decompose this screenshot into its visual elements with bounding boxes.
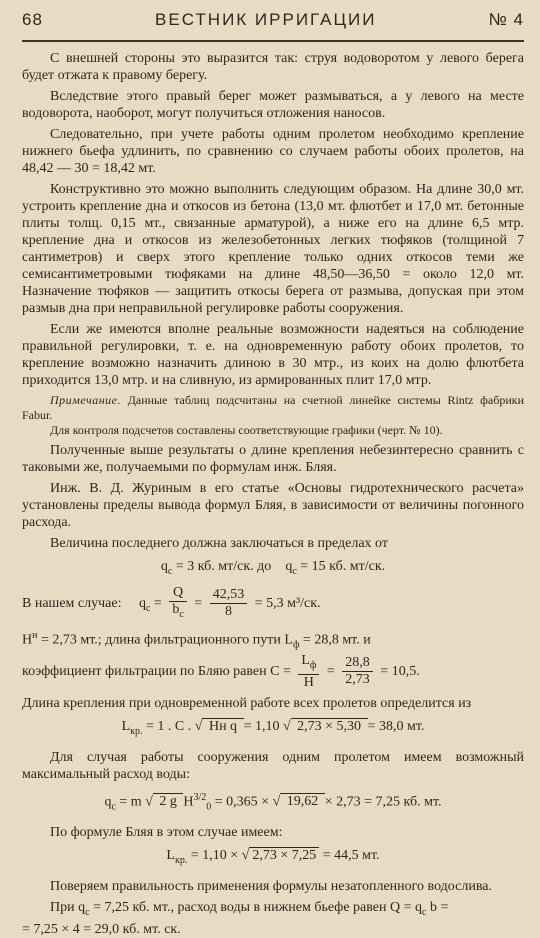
header-rule — [22, 40, 524, 42]
sub-c-4: c — [179, 608, 184, 620]
sqrt-sign-4: √ — [272, 794, 281, 810]
sub-phi: ф — [292, 639, 300, 651]
frac-den-b — [169, 602, 186, 623]
paragraph-2: Вследствие этого правый берег может размываться, а у левого на месте водоворота, наоборот, могут получиться отложения наносов. — [22, 89, 524, 121]
formula-length-all — [22, 718, 524, 741]
sqrt-sign-1: √ — [194, 718, 203, 734]
fraction-values — [210, 587, 248, 620]
sub-phi-2: ф — [309, 659, 317, 671]
h-sup: н — [32, 629, 38, 641]
paragraph-15-cont: = 7,25 × 4 = 29,0 кб. мт. ск. — [22, 921, 181, 937]
formula-length-one — [22, 847, 524, 870]
length-all-result: = 38,0 мт. — [367, 718, 425, 734]
paragraph-8: Величина последнего должна заключаться в пределах от — [50, 536, 388, 551]
note-1 — [22, 393, 524, 423]
discharge-H-sub: 0 — [206, 801, 212, 813]
our-case-q: q — [138, 595, 146, 611]
paragraph-12: Для случая работы сооружения одним пролетом имеем возможный максимальный расход воды: — [22, 749, 524, 782]
length-one-body: = 1,10 × — [187, 848, 242, 864]
coefficient-result: = 10,5. — [380, 664, 420, 680]
frac-num-L-letter: L — [301, 653, 310, 669]
discharge-mid: = 0,365 × — [211, 794, 273, 810]
frac-num-L — [298, 653, 319, 675]
sqrt-content-1: Hн q — [202, 718, 243, 734]
formula-range-q2: q — [285, 559, 293, 574]
length-all-L: L — [121, 718, 131, 734]
paragraph-14: Поверяем правильность применения формулы незатопленного водослива. — [50, 878, 492, 894]
discharge-H-sup: 3/2 — [193, 791, 207, 803]
coefficient-text: коэффициент фильтрации по Бляю равен C = — [22, 664, 291, 680]
sub-c-6: c — [85, 906, 90, 918]
p15-part-a: При q — [50, 899, 86, 915]
sqrt-sign-3: √ — [145, 794, 153, 810]
length-one-L: L — [166, 848, 175, 864]
paragraph-11: Длина крепления при одновременной работе всех пролетов определится из — [22, 695, 472, 711]
frac-den-b-letter: b — [172, 601, 180, 617]
sub-c-5: c — [111, 801, 116, 813]
formula-range-from: = 3 кб. мт/ск. до — [172, 559, 272, 574]
length-one-result: = 44,5 мт. — [319, 848, 380, 864]
paragraph-1: С внешней стороны это выразится так: струя водоворотом у левого берега будет отжата к правому берегу. — [22, 51, 524, 83]
length-all-mid: = 1,10 — [243, 718, 283, 734]
journal-title: ВЕСТНИК ИРРИГАЦИИ — [155, 10, 377, 29]
paragraph-13: По формуле Бляя в этом случае имеем: — [50, 825, 283, 841]
filtration-path-tail: = 28,8 мт. и — [299, 632, 371, 648]
fraction-L-H — [298, 653, 319, 691]
filtration-path-text: = 2,73 мт.; длина фильтрационного пути L — [40, 632, 293, 648]
sqrt-sign-5: √ — [241, 848, 250, 864]
fraction-coefficient-values — [342, 655, 373, 688]
sqrt-sign-2: √ — [282, 718, 291, 734]
paragraph-4: Конструктивно это можно выполнить следующим образом. На длине 30,0 мт. устроить крепление дна и откосов из бетона (13,0 мт. флютбет и 17,0 мт. бетонные плиты толщ. 0,15 мт., связанные арматурой), а ниже его на длине 6,5 мтр. крепление дна и откосов из железобетонных легких тюфяков (толщиной 7 сантиметров) и сверх этого крепление только одних откосов теми же семисантиметровыми тюфяками на длине 48,50—36,50 = около 12,0 мт. Назначение тюфяков — защитить откосы берега от размыва, допуская при этом размыв дна при неправильной регулировке работы сооружения. — [22, 182, 524, 316]
paragraph-7: Инж. В. Д. Журиным в его статье «Основы гидротехнического расчета» установлены пределы вывода формул Бляя, в зависимости от величины погонного расхода. — [22, 481, 524, 530]
sub-kr-1: кр. — [130, 725, 143, 737]
running-header — [22, 10, 524, 36]
formula-filtration-path — [22, 627, 524, 653]
note-text-1: Данные таблиц подсчитаны на счетной линейке системы Rintz фабрики Fabur. — [22, 393, 525, 422]
formula-range-to: = 15 кб. мт/ск. — [296, 559, 386, 574]
h-letter: H — [22, 632, 33, 648]
frac-num-value: 42,53 — [210, 587, 248, 604]
formula-range-q1: q — [160, 559, 168, 574]
sqrt-content-2: 2,73 × 5,30 — [291, 718, 368, 734]
p15-part-c: b = — [426, 899, 449, 915]
paragraph-3: Следовательно, при учете работы одним пролетом необходимо крепление нижнего бьефа удлинить, по сравнению со случаем работы обоих пролетов, на 48,42 — 30 = 18,42 мт. — [22, 127, 524, 176]
fraction-Q-b — [169, 585, 186, 623]
formula-discharge — [22, 789, 524, 816]
page-number: 68 — [22, 10, 43, 29]
paragraph-15 — [22, 899, 524, 921]
formula-range — [22, 558, 524, 581]
frac-num-Q: Q — [169, 585, 186, 602]
frac-den-value: 8 — [224, 604, 232, 620]
sqrt-content-5: 2,73 × 7,25 — [249, 847, 319, 863]
frac-den-273: 2,73 — [345, 672, 370, 688]
sub-c-2: c — [292, 565, 297, 577]
paragraph-6: Полученные выше результаты о длине крепления небезинтересно сравнить с таковыми же, получаемыми по формулам инж. Бляя. — [22, 443, 524, 475]
sub-c-7: c — [422, 906, 427, 918]
note-heading: Примечание. — [50, 393, 121, 407]
discharge-H: H — [183, 794, 194, 810]
sub-kr-2: кр. — [174, 854, 188, 866]
frac-den-H: H — [303, 674, 314, 690]
issue-number: № 4 — [488, 10, 524, 29]
p15-part-b: = 7,25 кб. мт., расход воды в нижнем бьефе равен Q = q — [89, 899, 422, 915]
our-case-lead: В нашем случае: — [22, 595, 122, 611]
sqrt-content-4: 19,62 — [280, 793, 325, 809]
sqrt-content-3: 2 g — [153, 793, 184, 809]
our-case-result: = 5,3 м³/ск. — [254, 595, 321, 611]
discharge-body: = m — [115, 794, 146, 810]
sub-c-1: c — [167, 565, 173, 577]
discharge-result: × 2,73 = 7,25 кб. мт. — [324, 794, 442, 810]
discharge-q: q — [104, 794, 112, 810]
note-2: Для контроля подсчетов составлены соответствующие графики (черт. № 10). — [50, 423, 443, 437]
length-all-body: = 1 . C . — [142, 718, 195, 734]
formula-coefficient: коэффициент фильтрации по Бляю равен C = $\frac{L_ф}{H}$ = $\frac{28,8}{2,73}$ = 10,5. — [22, 653, 420, 690]
sub-c-3: c — [145, 602, 151, 614]
frac-num-28: 28,8 — [342, 655, 373, 672]
paragraph-5: Если же имеются вполне реальные возможности надеяться на соблюдение правильной регулировки, т. е. на одновременную работу обоих пролетов, то крепление возможно назначить длиною в 30 мтр., из коих на долю флютбета приходится 13,0 мтр. и на сливную, из армированных плит 17,0 мтр. — [22, 322, 524, 388]
formula-our-case: В нашем случае: $q_c$ = $\frac{Q}{b_c}$ = $\frac{42,53}{8}$ = 5,3 м³/ск. — [22, 585, 524, 623]
